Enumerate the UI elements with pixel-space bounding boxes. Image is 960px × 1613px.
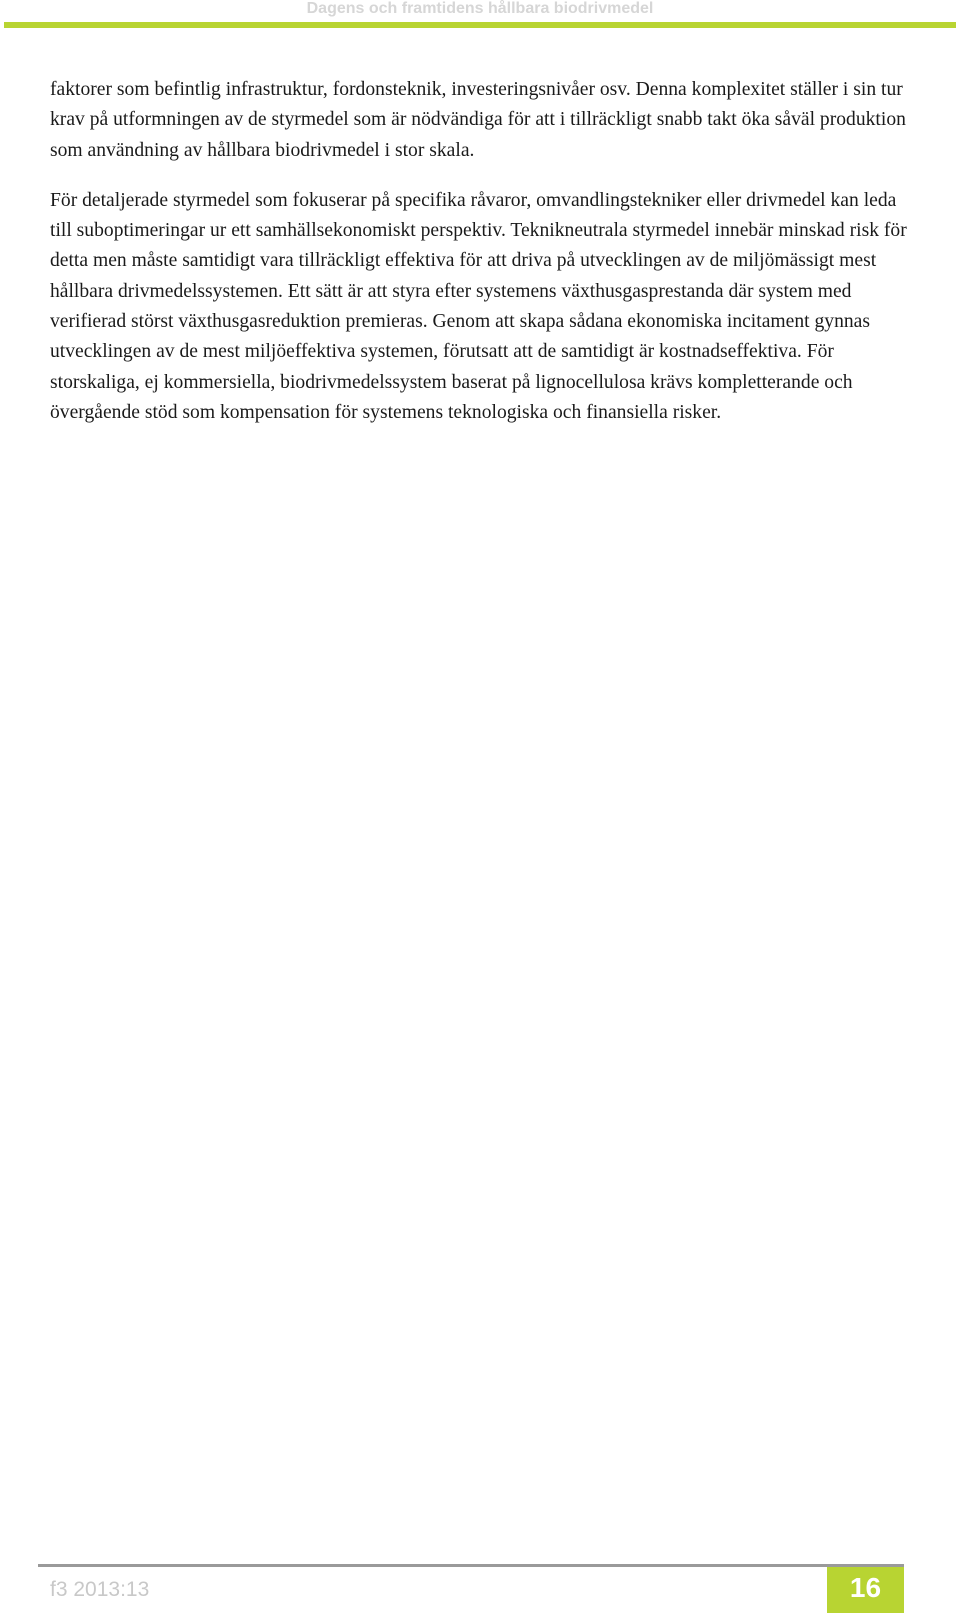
body-paragraph-1: faktorer som befintlig infrastruktur, fordonsteknik, investeringsnivåer osv. Denna komplexitet ställer i sin tur krav på utformningen av de styrmedel som är nödvändiga för att i tillräckligt snabb takt öka såväl produktion som användning av hållbara biodrivmedel i stor skala.: [50, 79, 906, 161]
footer-rule: [38, 1564, 904, 1567]
body-paragraph-2: För detaljerade styrmedel som fokuserar på specifika råvaror, omvandlingstekniker eller drivmedel kan leda till suboptimeringar ur ett samhällsekonomiskt perspektiv. Teknikneutrala styrmedel innebär minskad risk för detta men måste samtidigt vara tillräckligt effektiva för att driva på utvecklingen av de miljömässigt mest hållbara drivmedelssystemen. Ett sätt är att styra efter systemens växthusgasprestanda där system med verifierad störst växthusgasreduktion premieras. Genom att skapa sådana ekonomiska incitament gynnas utvecklingen av de mest miljöeffektiva systemen, förutsatt att de samtidigt är kostnadseffektiva. För storskaliga, ej kommersiella, biodrivmedelssystem baserat på lignocellulosa krävs kompletterande och övergående stöd som kompensation för systemens teknologiska och finansiella risker.: [50, 189, 907, 423]
footer-report-code: f3 2013:13: [50, 1578, 150, 1601]
page-number: 16: [849, 1572, 882, 1603]
header-accent-rule: [4, 22, 956, 28]
page-number-box: [827, 1567, 904, 1613]
document-body: [50, 75, 910, 448]
running-header-title: Dagens och framtidens hållbara biodrivmedel: [306, 0, 654, 17]
